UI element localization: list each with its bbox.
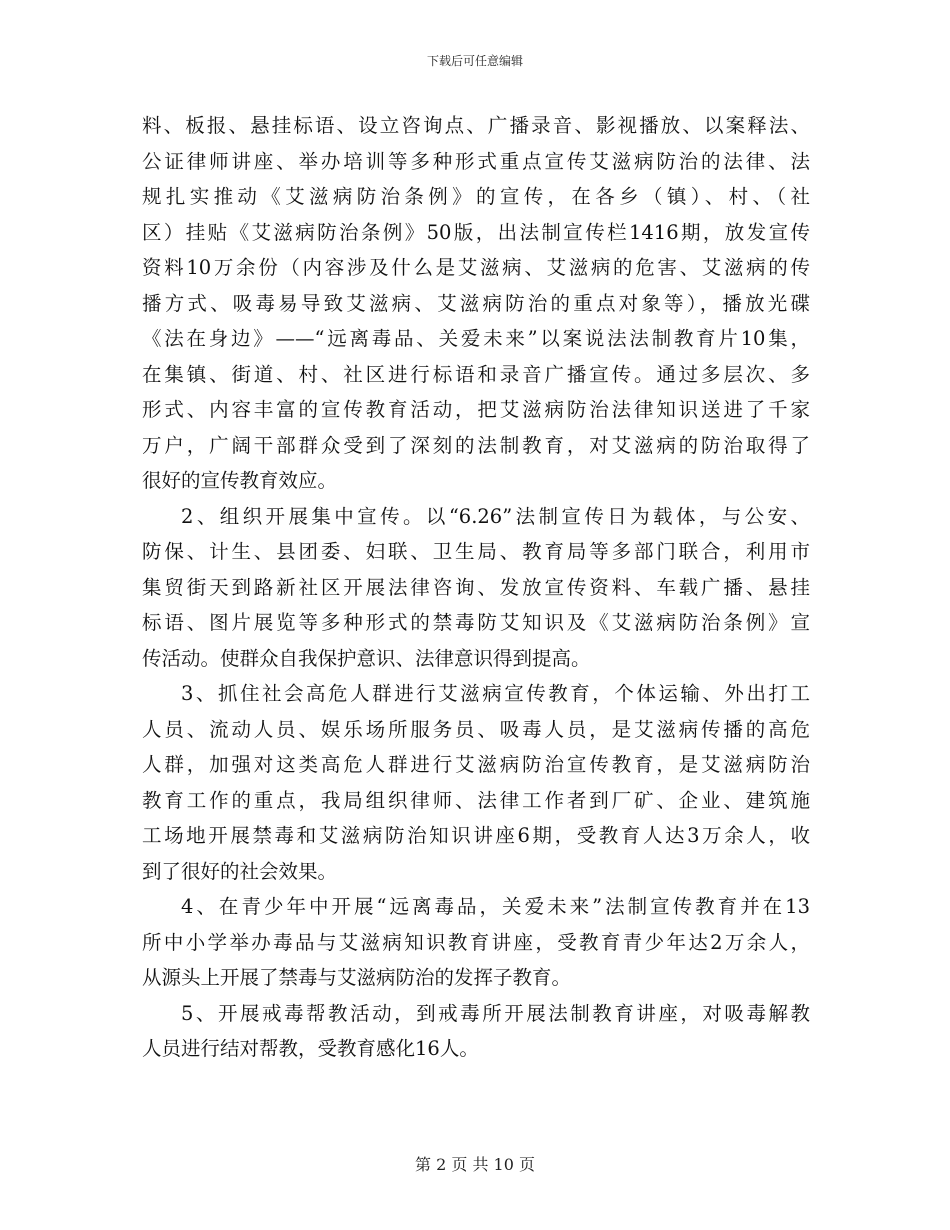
text-line: 人员进行结对帮教，受教育感化16人。	[142, 1037, 479, 1060]
text-line: 到了很好的社会效果。	[142, 859, 338, 883]
paragraph-item-2	[142, 499, 810, 677]
paragraph-item-3	[142, 676, 810, 889]
text-line: 2、组织开展集中宣传。以“6.26”法制宣传日为载体，与公安、	[181, 504, 810, 528]
text-line: 料、板报、悬挂标语、设立咨询点、广播录音、影视播放、以案释法、	[142, 114, 810, 137]
text-line: 传活动。使群众自我保护意识、法律意识得到提高。	[142, 646, 591, 670]
text-line: 公证律师讲座、举办培训等多种形式重点宣传艾滋病防治的法律、法	[142, 149, 810, 173]
text-line: 集贸街天到路新社区开展法律咨询、发放宣传资料、车载广播、悬挂	[142, 575, 810, 599]
text-line: 4、在青少年中开展“远离毒品，关爱未来”法制宣传教育并在13	[181, 895, 810, 918]
text-line: 形式、内容丰富的宣传教育活动，把艾滋病防治法律知识送进了千家	[142, 398, 810, 421]
paragraph-item-4	[142, 889, 810, 996]
text-line: 播方式、吸毒易导致艾滋病、艾滋病防治的重点对象等），播放光碟	[142, 291, 810, 315]
text-line: 人群，加强对这类高危人群进行艾滋病防治宣传教育，是艾滋病防治	[142, 753, 810, 776]
paragraph-item-5	[142, 996, 810, 1067]
text-line: 规扎实推动《艾滋病防治条例》的宣传，在各乡（镇）、村、（社	[142, 185, 810, 208]
text-line: 标语、图片展览等多种形式的禁毒防艾知识及《艾滋病防治条例》宣	[142, 611, 810, 634]
text-line: 万户，广阔干部群众受到了深刻的法制教育，对艾滋病的防治取得了	[142, 433, 810, 457]
text-line: 3、抓住社会高危人群进行艾滋病宣传教育，个体运输、外出打工	[181, 682, 810, 705]
text-line: 从源头上开展了禁毒与艾滋病防治的发挥子教育。	[142, 966, 572, 989]
page-header: 下载后可任意编辑	[426, 54, 523, 68]
text-line: 人员、流动人员、娱乐场所服务员、吸毒人员，是艾滋病传播的高危	[142, 717, 810, 741]
paragraph-continuation	[142, 108, 810, 499]
page-number-footer: 第 2 页 共 10 页	[415, 1155, 535, 1174]
text-line: 资料10万余份（内容涉及什么是艾滋病、艾滋病的危害、艾滋病的传	[142, 256, 810, 279]
text-line: 很好的宣传教育效应。	[142, 469, 338, 492]
text-line: 防保、计生、县团委、妇联、卫生局、教育局等多部门联合，利用市	[142, 540, 810, 563]
text-line: 所中小学举办毒品与艾滋病知识教育讲座，受教育青少年达2万余人，	[142, 930, 810, 954]
document-body	[142, 108, 810, 1067]
text-line: 5、开展戒毒帮教活动，到戒毒所开展法制教育讲座，对吸毒解教	[181, 1001, 810, 1025]
text-line: 工场地开展禁毒和艾滋病防治知识讲座6期，受教育人达3万余人，收	[142, 824, 810, 847]
text-line: 区）挂贴《艾滋病防治条例》50版，出法制宣传栏1416期，放发宣传	[142, 220, 810, 244]
text-line: 在集镇、街道、村、社区进行标语和录音广播宣传。通过多层次、多	[142, 362, 810, 386]
text-line: 教育工作的重点，我局组织律师、法律工作者到厂矿、企业、建筑施	[142, 788, 810, 812]
text-line: 《法在身边》——“远离毒品、关爱未来”以案说法法制教育片10集，	[142, 327, 810, 350]
